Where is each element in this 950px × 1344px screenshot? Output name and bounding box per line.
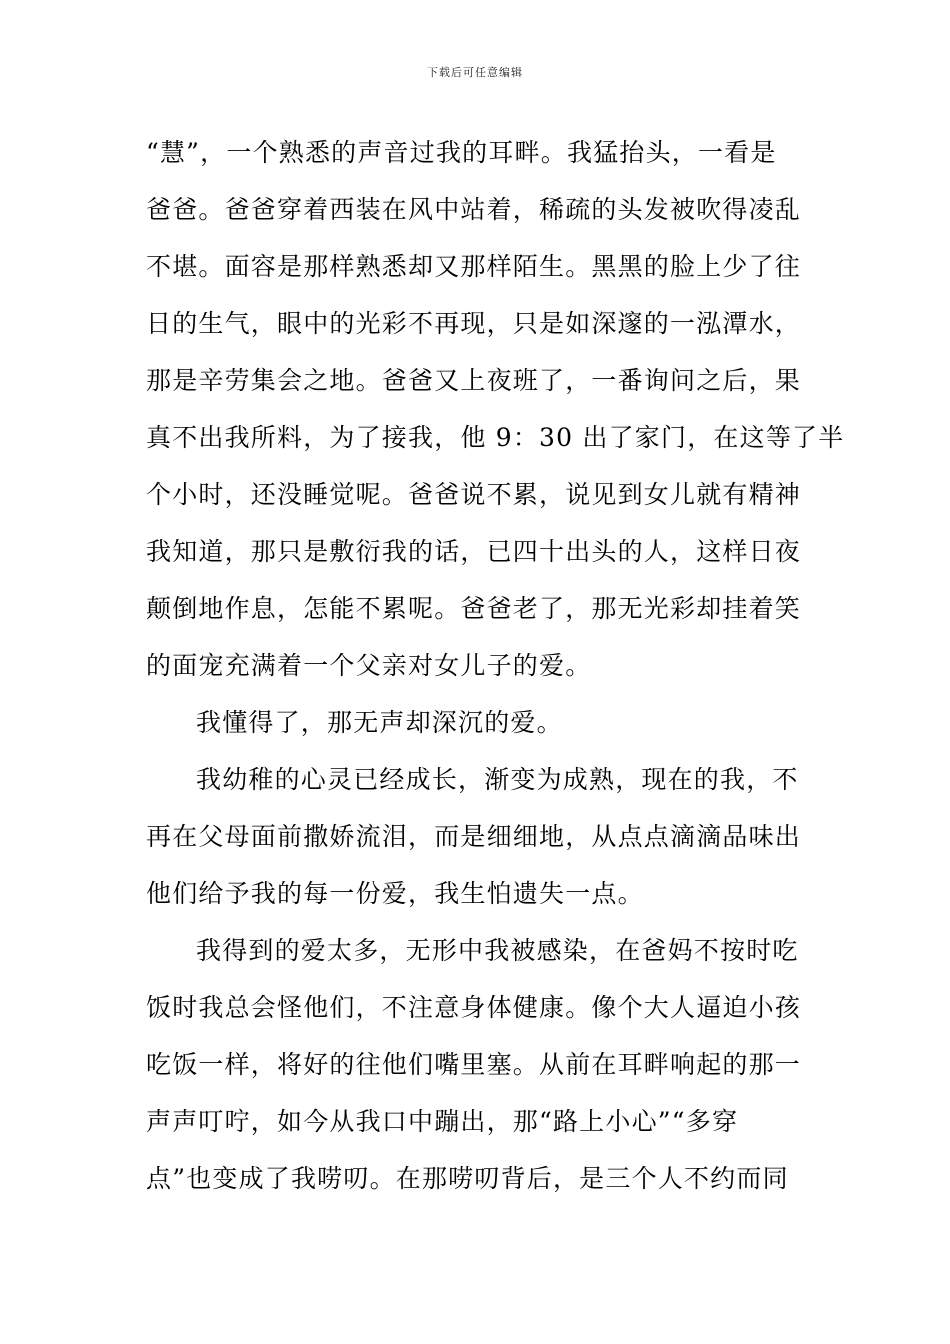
text-line-19: 点”也变成了我唠叨。在那唠叨背后，是三个人不约而同	[146, 1164, 789, 1193]
text-line-11: 我懂得了，那无声却深沉的爱。	[196, 708, 563, 737]
text-line-12: 我幼稚的心灵已经成长，渐变为成熟，现在的我，不	[196, 765, 799, 794]
text-line-1: “慧”，一个熟悉的声音过我的耳畔。我猛抬头，一看是	[146, 138, 777, 167]
text-line-14: 他们给予我的每一份爱，我生怕遗失一点。	[146, 879, 644, 908]
text-line-10: 的面宠充满着一个父亲对女儿子的爱。	[146, 651, 592, 680]
text-line-4: 日的生气，眼中的光彩不再现，只是如深邃的一泓潭水，	[146, 309, 802, 338]
page-header: 下载后可任意编辑	[427, 66, 523, 79]
text-line-17: 吃饭一样，将好的往他们嘴里塞。从前在耳畔响起的那一	[146, 1050, 802, 1079]
text-line-8: 我知道，那只是敷衍我的话，已四十出头的人，这样日夜	[146, 537, 802, 566]
text-line-5: 那是辛劳集会之地。爸爸又上夜班了，一番询问之后，果	[146, 366, 802, 395]
text-line-7: 个小时，还没睡觉呢。爸爸说不累，说见到女儿就有精神	[146, 480, 802, 509]
text-line-18: 声声叮咛，如今从我口中蹦出，那“路上小心”“多穿	[146, 1107, 739, 1136]
text-line-2: 爸爸。爸爸穿着西装在风中站着，稀疏的头发被吹得凌乱	[146, 195, 802, 224]
text-line-16: 饭时我总会怪他们，不注意身体健康。像个大人逼迫小孩	[146, 993, 802, 1022]
text-line-15: 我得到的爱太多，无形中我被感染，在爸妈不按时吃	[196, 936, 799, 965]
text-line-6: 真不出我所料，为了接我，他 9：30 出了家门，在这等了半	[146, 423, 845, 452]
text-line-9: 颠倒地作息，怎能不累呢。爸爸老了，那无光彩却挂着笑	[146, 594, 802, 623]
text-line-3: 不堪。面容是那样熟悉却又那样陌生。黑黑的脸上少了往	[146, 252, 802, 281]
text-line-13: 再在父母面前撒娇流泪，而是细细地，从点点滴滴品味出	[146, 822, 802, 851]
